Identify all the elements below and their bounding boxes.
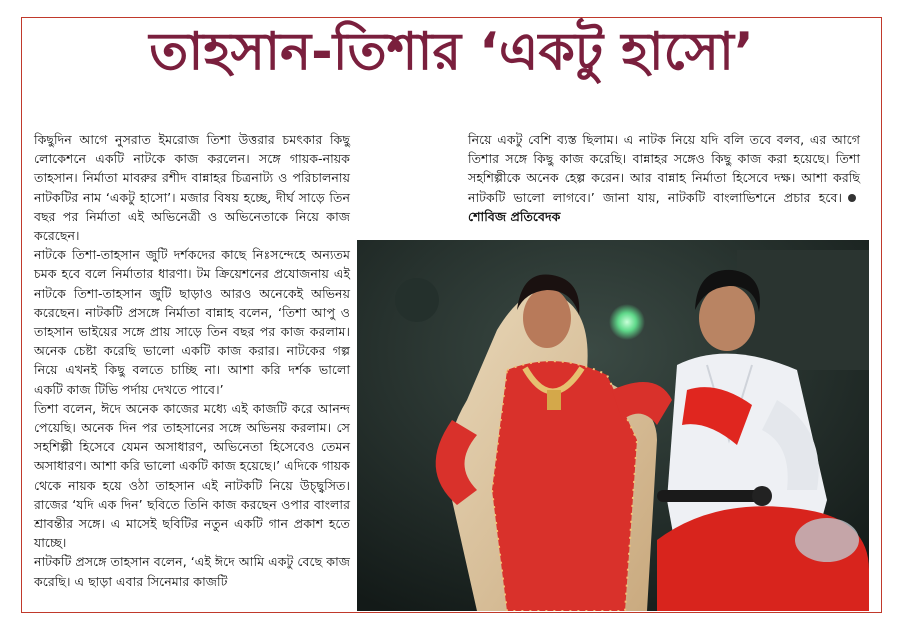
paragraph-continued	[468, 130, 860, 226]
article-photo	[357, 240, 869, 611]
paragraph-tisha-quote: তিশা বলেন, ঈদে অনেক কাজের মধ্যে এই কাজটি করে আনন্দ পেয়েছি। অনেক দিন পর তাহসানের সঙ্গে অভিনয় করলাম। সে সহশিল্পী হিসেবে যেমন অসাধারণ, অভিনেতা হিসেবেও তেমন অসাধারণ। আশা করি ভালো একটি কাজ হয়েছে।’ এদিকে গায়ক থেকে নায়ক হয়ে ওঠা তাহসান এই নাটকটি নিয়ে উচ্ছ্বসিত। রাজের ‘যদি এক দিন’ ছবিতে তিনি কাজ করছেন ওপার বাংলার শ্রাবন্তীর সঙ্গে। এ মাসেই ছবিটির নতুন একটি গান প্রকাশ হতে যাচ্ছে।	[34, 400, 350, 551]
paragraph-intro: কিছুদিন আগে নুসরাত ইমরোজ তিশা উত্তরার চমৎকার কিছু লোকেশনে একটি নাটকে কাজ করলেন। সঙ্গে গায়ক-নায়ক তাহসান। নির্মাতা মাবরুর রশীদ বান্নাহর চিত্রনাট্য ও পরিচালনায় নাটকটির নাম ‘একটু হাসো’। মজার বিষয় হচ্ছে, দীর্ঘ সাড়ে তিন বছর পর নির্মাতা এই অভিনেত্রী ও অভিনেতাকে নিয়ে কাজ করেছেন।	[34, 132, 350, 244]
byline: শোবিজ প্রতিবেদক	[468, 208, 561, 224]
left-column	[34, 130, 350, 591]
paragraph-director-quote: নাটকে তিশা-তাহসান জুটি দর্শকদের কাছে নিঃসন্দেহে অন্যতম চমক হবে বলে নির্মাতার ধারণা। টম ক্রিয়েশনের প্রযোজনায় এই নাটকে তিশা-তাহসান জুটি ছাড়াও আরও অনেকেই অভিনয় করেছেন। নাটকটি প্রসঙ্গে নির্মাতা বান্নাহ বলেন, ‘তিশা আপু ও তাহসান ভাইয়ের সঙ্গে প্রায় সাড়ে তিন বছর পর কাজ করলাম। অনেক চেষ্টা করেছি ভালো একটি কাজ করার। নাটকের গল্প নিয়ে এখনই কিছু বলতে চাচ্ছি না। আশা করি দর্শক ভালো একটি কাজ টিভি পর্দায় দেখতে পাবে।’	[34, 247, 350, 397]
photo-illustration	[357, 240, 869, 611]
right-column	[468, 130, 860, 226]
article-headline: তাহসান-তিশার ‘একটু হাসো’	[149, 22, 754, 82]
paragraph-tahsan-quote: নাটকটি প্রসঙ্গে তাহসান বলেন, ‘এই ঈদে আমি একটু বেছে কাজ করেছি। এ ছাড়া এবার সিনেমার কাজটি	[34, 554, 350, 589]
bullet-dot-icon	[848, 194, 856, 202]
continued-text: নিয়ে একটু বেশি ব্যস্ত ছিলাম। এ নাটক নিয়ে যদি বলি তবে বলব, এর আগে তিশার সঙ্গে কিছু কাজ করেছি। বান্নাহর সঙ্গেও কিছু কাজ করা হয়েছে। তিশা সহশিল্পীকে অনেক হেল্প করেন। আর বান্নাহ নির্মাতা হিসেবে দক্ষ। আশা করছি নাটকটি ভালো লাগবে।’ জানা যায়, নাটকটি বাংলাভিশনে প্রচার হবে।	[468, 132, 860, 205]
